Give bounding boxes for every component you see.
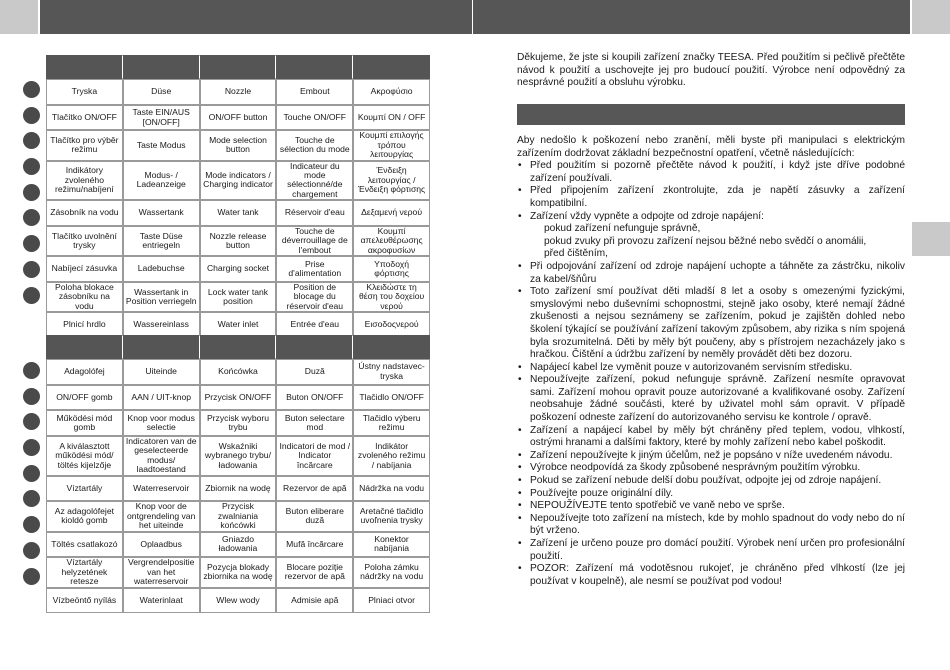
table-row xyxy=(46,312,430,338)
table-cell: Aretačné tlačidlo uvoľnenia trysky xyxy=(353,501,430,531)
table-cell: Water inlet xyxy=(200,312,277,338)
column-header xyxy=(46,55,123,79)
table-cell: Wskaźniki wybranego trybu/ładowania xyxy=(200,436,277,476)
table-cell: Lock water tank position xyxy=(200,282,277,312)
column-header xyxy=(200,335,277,359)
table-cell: Plnicí hrdlo xyxy=(46,312,123,338)
part-marker xyxy=(23,81,40,98)
table-cell: Indikátory zvoleného režimu/nabíjení xyxy=(46,161,123,201)
table-cell: Rezervor de apă xyxy=(276,476,353,502)
part-marker xyxy=(23,568,40,585)
language-edge-tab xyxy=(912,222,950,256)
table-cell: Wassertank xyxy=(123,200,200,226)
table-cell: Töltés csatlakozó xyxy=(46,532,123,558)
bullet-icon: • xyxy=(518,512,522,524)
sub-item: pokud zvuky při provozu zařízení nejsou běžné nebo svědčí o anomálii, xyxy=(544,235,867,247)
bullet-icon: • xyxy=(518,449,522,461)
bullet-icon: • xyxy=(518,185,522,197)
column-header xyxy=(123,55,200,79)
intro-paragraph: Děkujeme, že jste si koupili zařízení značky TEESA. Před použitím si pečlivě přečtěte návod k použití a uschovejte jej pro budoucí použití. Výrobce není odpovědný za nesprávné použití a obsluhu výrobku. xyxy=(517,52,905,89)
table-row xyxy=(46,130,430,160)
table-cell: Taste Modus xyxy=(123,130,200,160)
bullet-icon: • xyxy=(518,210,522,222)
table-row xyxy=(46,436,430,476)
bullet-icon: • xyxy=(518,160,522,172)
list-item: • Toto zařízení smí používat děti mladší 8 let a osoby s omezenými fyzickými, smyslovými nebo duševními schopnostmi, stejně jako osoby, které nemají žádné zkušenosti a nejsou seznámeny se zařízením, pokud je zajištěn dohled nebo školení týkající se používání zařízení takovým způsobem, aby rizika s ním spojená byla srozumitelná. Děti by měly být poučeny, aby s přístrojem nezacházely jako s hračkou. Čištění a údržbu zařízení by neměly provádět děti bez dozoru. xyxy=(518,286,905,361)
table-cell: Düse xyxy=(123,79,200,105)
sub-item: pokud zařízení nefunguje správně, xyxy=(544,223,701,235)
table-cell: Tlačítko ON/OFF xyxy=(46,105,123,131)
table-cell: Vergrendelpositie van het waterreservoir xyxy=(123,557,200,587)
table-cell: Wassereinlass xyxy=(123,312,200,338)
list-item: • Zařízení nepoužívejte k jiným účelům, než je popsáno v níže uvedeném návodu. xyxy=(518,449,893,461)
table-cell: Charging socket xyxy=(200,256,277,282)
column-header xyxy=(276,335,353,359)
bullet-icon: • xyxy=(518,500,522,512)
table-cell: AAN / UIT-knop xyxy=(123,385,200,411)
part-number-markers-1 xyxy=(23,81,40,312)
table-cell: Nabíjecí zásuvka xyxy=(46,256,123,282)
table-cell: Gniazdo ładowania xyxy=(200,532,277,558)
table-cell: Waterreservoir xyxy=(123,476,200,502)
list-item: • Pokud se zařízení nebude delší dobu používat, odpojte jej od zdroje napájení. xyxy=(518,475,882,487)
part-marker xyxy=(23,209,40,226)
list-item: • Při odpojování zařízení od zdroje napájení uchopte a táhněte za zástrčku, nikoliv za kabel/šňůru xyxy=(518,260,905,285)
table-cell: Adagolófej xyxy=(46,359,123,385)
table-cell: Mode indicators / Charging indicator xyxy=(200,161,277,201)
part-marker xyxy=(23,362,40,379)
page-edge-tab-right xyxy=(912,0,950,34)
column-header xyxy=(353,335,430,359)
table-cell: Ένδειξη λειτουργίας / Ένδειξη φόρτισης xyxy=(353,161,430,201)
bullet-icon: • xyxy=(518,538,522,549)
table-cell: Tlačidlo výberu režimu xyxy=(353,410,430,436)
part-marker xyxy=(23,158,40,175)
column-header xyxy=(123,335,200,359)
part-marker xyxy=(23,439,40,456)
table-cell: Ladebuchse xyxy=(123,256,200,282)
column-header xyxy=(353,55,430,79)
table-cell: Tlačítko uvolnění trysky xyxy=(46,226,123,256)
table-cell: Az adagolófejet kioldó gomb xyxy=(46,501,123,531)
table-cell: Embout xyxy=(276,79,353,105)
list-item: • Nepoužívejte zařízení, pokud nefunguje správně. Zařízení nesmíte opravovat sami. Zařízení mohou opravit pouze autorizované a kvalifikované osoby. Zařízení neobsahuje žádné součásti, které by uživatel mohl sám opravit. V případě poškození odneste zařízení do autorizovaného servisu ke kontrole / opravě. xyxy=(518,374,905,424)
table-cell: Position de blocage du réservoir d'eau xyxy=(276,282,353,312)
bullet-icon: • xyxy=(518,374,522,386)
table-cell: Ústny nadstavec-tryska xyxy=(353,359,430,385)
part-marker xyxy=(23,465,40,482)
bullet-icon: • xyxy=(518,286,522,298)
table-row xyxy=(46,359,430,385)
table-cell: Admisie apă xyxy=(276,588,353,614)
table-cell: Víztartály xyxy=(46,476,123,502)
column-header xyxy=(46,335,123,359)
table-cell: Wlew wody xyxy=(200,588,277,614)
table-cell: Indicateur du mode sélectionné/de chargement xyxy=(276,161,353,201)
table-cell: Duză xyxy=(276,359,353,385)
table-cell: Przycisk wyboru trybu xyxy=(200,410,277,436)
table-cell: Poloha blokace zásobníku na vodu xyxy=(46,282,123,312)
part-marker xyxy=(23,107,40,124)
table-cell: Knop voor de ontgrendeling van het uiteinde xyxy=(123,501,200,531)
list-item: • Zařízení vždy vypněte a odpojte od zdroje napájení: pokud zařízení nefunguje správně, pokud zvuky při provozu zařízení nejsou běžné nebo svědčí o anomálii, před čištěním, xyxy=(517,211,905,261)
header-bar-right xyxy=(473,0,910,34)
table-cell: Knop voor modus selectie xyxy=(123,410,200,436)
part-marker xyxy=(23,261,40,278)
table-cell: Blocare poziție rezervor de apă xyxy=(276,557,353,587)
list-item: • Před připojením zařízení zkontrolujte, zda je napětí zásuvky a zařízení kompatibilní. xyxy=(518,185,905,209)
table-row xyxy=(46,532,430,558)
part-marker xyxy=(23,184,40,201)
safety-intro: Aby nedošlo k poškození nebo zranění, měli byste při manipulaci s elektrickým zařízením dodržovat základní bezpečnostní opatření, včetně následujících: xyxy=(517,135,905,159)
bullet-icon: • xyxy=(518,487,522,499)
column-header xyxy=(200,55,277,79)
list-item: • Napájecí kabel lze vyměnit pouze v autorizovaném servisním středisku. xyxy=(518,361,853,373)
table-cell: Κουμπί επιλογής τρόπου λειτουργίας xyxy=(353,130,430,160)
table-cell: Réservoir d'eau xyxy=(276,200,353,226)
safety-list xyxy=(517,160,905,588)
table-row xyxy=(46,385,430,411)
table-cell: Tryska xyxy=(46,79,123,105)
table-cell: Prise d'alimentation xyxy=(276,256,353,282)
table-cell: Vízbeöntő nyílás xyxy=(46,588,123,614)
table-cell: Υποδοχή φόρτισης xyxy=(353,256,430,282)
table-cell: Touche de déverrouillage de l'embout xyxy=(276,226,353,256)
table-cell: Modus- / Ladeanzeige xyxy=(123,161,200,201)
table-cell: Pozycja blokady zbiornika na wodę xyxy=(200,557,277,587)
header-bar-left xyxy=(40,0,472,34)
table-row xyxy=(46,226,430,256)
table-cell: Poloha zámku nádržky na vodu xyxy=(353,557,430,587)
table-cell: Ακροφύσιο xyxy=(353,79,430,105)
table-row xyxy=(46,79,430,105)
part-marker xyxy=(23,132,40,149)
table-cell: Buton selectare mod xyxy=(276,410,353,436)
part-marker xyxy=(23,388,40,405)
table-row xyxy=(46,501,430,531)
list-item: • Výrobce neodpovídá za škody způsobené nesprávným použitím výrobku. xyxy=(518,462,861,474)
table-cell: Touche ON/OFF xyxy=(276,105,353,131)
table-cell: A kiválasztott működési mód/ töltés kijelzője xyxy=(46,436,123,476)
list-item: • Nepoužívejte toto zařízení na místech, kde by mohlo spadnout do vody nebo do ní být vrženo. xyxy=(518,512,905,537)
list-item: • NEPOUŽÍVEJTE tento spotřebič ve vaně nebo ve sprše. xyxy=(518,500,785,512)
part-marker xyxy=(23,490,40,507)
parts-table-1 xyxy=(46,55,430,338)
bullet-icon: • xyxy=(518,424,522,436)
table-row xyxy=(46,161,430,201)
table-cell: Zásobník na vodu xyxy=(46,200,123,226)
list-item: • POZOR: Zařízení má vodotěsnou rukojeť, je chráněno před vlhkostí (lze jej používat v koupelně), ale nesmí se používat pod vodou! xyxy=(518,563,905,587)
table-cell: ON/OFF button xyxy=(200,105,277,131)
part-number-markers-2 xyxy=(23,362,40,593)
table-cell: Mode selection button xyxy=(200,130,277,160)
table-cell: Indicatori de mod / Indicator încărcare xyxy=(276,436,353,476)
bullet-icon: • xyxy=(518,260,522,272)
list-item: • Používejte pouze originální díly. xyxy=(518,487,674,499)
part-marker xyxy=(23,516,40,533)
part-marker xyxy=(23,542,40,559)
part-marker xyxy=(23,287,40,304)
table-row xyxy=(46,588,430,614)
part-marker xyxy=(23,235,40,252)
table-cell: Indikátor zvoleného režimu / nabíjania xyxy=(353,436,430,476)
list-item: • Zařízení je určeno pouze pro domácí použití. Výrobek není určen pro profesionální použití. xyxy=(518,538,905,562)
table-cell: Wassertank in Position verriegeln xyxy=(123,282,200,312)
table-cell: Konektor nabíjania xyxy=(353,532,430,558)
bullet-icon: • xyxy=(518,462,522,474)
table-row xyxy=(46,557,430,587)
table-cell: Przycisk zwalniania końcówki xyxy=(200,501,277,531)
table-cell: Mufă încărcare xyxy=(276,532,353,558)
table-cell: Κλειδώστε τη θέση του δοχείου νερού xyxy=(353,282,430,312)
table-cell: Taste Düse entriegeln xyxy=(123,226,200,256)
sub-item: před čištěním, xyxy=(544,248,608,260)
list-item: • Zařízení a napájecí kabel by měly být chráněny před teplem, vodou, vlhkostí, ostrými hranami a dalšími faktory, které by mohly zařízení nebo kabel poškodit. xyxy=(518,424,905,449)
table-cell: Taste EIN/AUS [ON/OFF] xyxy=(123,105,200,131)
table-cell: Δεξαμενή νερού xyxy=(353,200,430,226)
table-cell: Water tank xyxy=(200,200,277,226)
table-row xyxy=(46,410,430,436)
table-cell: Waterinlaat xyxy=(123,588,200,614)
table-row xyxy=(46,476,430,502)
table-cell: Touche de sélection du mode xyxy=(276,130,353,160)
table-cell: Tlačidlo ON/OFF xyxy=(353,385,430,411)
table-cell: Buton ON/OFF xyxy=(276,385,353,411)
table-cell: Indicatoren van de geselecteerde modus/ laadtoestand xyxy=(123,436,200,476)
table-cell: Működési mód gomb xyxy=(46,410,123,436)
table-cell: Εισοδοςνερού xyxy=(353,312,430,338)
table-row xyxy=(46,200,430,226)
parts-table-2 xyxy=(46,335,430,613)
table-cell: Oplaadbus xyxy=(123,532,200,558)
table-cell: Przycisk ON/OFF xyxy=(200,385,277,411)
bullet-icon: • xyxy=(518,475,522,487)
table-cell: Plniaci otvor xyxy=(353,588,430,614)
table-cell: Tlačítko pro výběr režimu xyxy=(46,130,123,160)
table-row xyxy=(46,256,430,282)
table-cell: Nozzle xyxy=(200,79,277,105)
table-cell: Końcówka xyxy=(200,359,277,385)
table-cell: Buton eliberare duză xyxy=(276,501,353,531)
safety-instructions xyxy=(517,135,905,588)
table-cell: Nozzle release button xyxy=(200,226,277,256)
table-cell: Nádržka na vodu xyxy=(353,476,430,502)
table-cell: Uiteinde xyxy=(123,359,200,385)
table-row xyxy=(46,105,430,131)
section-heading-bar xyxy=(517,104,905,125)
table-cell: Zbiornik na wodę xyxy=(200,476,277,502)
table-cell: ON/OFF gomb xyxy=(46,385,123,411)
table-cell: Κουμπί απελευθέρωσης ακροφυσίων xyxy=(353,226,430,256)
page-edge-tab-left xyxy=(0,0,38,34)
column-header xyxy=(276,55,353,79)
table-cell: Víztartály helyzetének retesze xyxy=(46,557,123,587)
part-marker xyxy=(23,413,40,430)
table-row xyxy=(46,282,430,312)
table-cell: Κουμπί ON / OFF xyxy=(353,105,430,131)
table-cell: Entrée d'eau xyxy=(276,312,353,338)
bullet-icon: • xyxy=(518,361,522,373)
list-item: • Před použitím si pozorně přečtěte návod k použití, i když jste dříve podobné zařízení používali. xyxy=(518,160,905,184)
bullet-icon: • xyxy=(518,563,522,575)
